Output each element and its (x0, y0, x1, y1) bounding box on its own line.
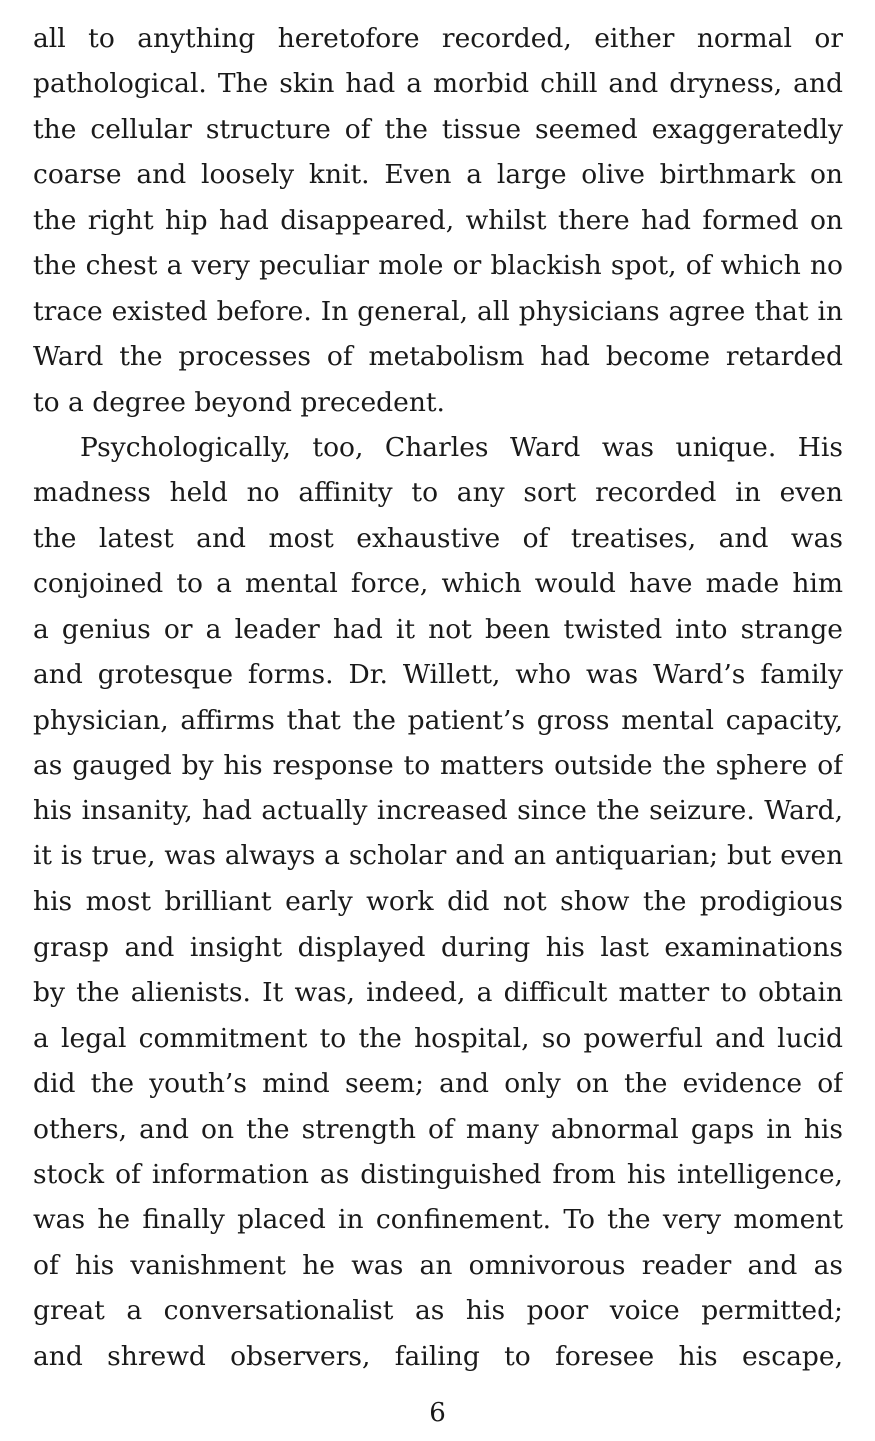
text-line: his insanity, had actually increased since the seizure. Ward, (33, 795, 843, 827)
text-line: it is true, was always a scholar and an antiquarian; but even (33, 840, 843, 871)
text-line: by the alienists. It was, indeed, a difficult matter to obtain (33, 977, 843, 1009)
text-line: as gauged by his response to matters outside the sphere of (33, 750, 843, 781)
paragraph (33, 425, 843, 1379)
text-line: Psychologically, too, Charles Ward was unique. His (80, 431, 843, 463)
page-number: 6 (429, 1398, 446, 1428)
text-line: madness held no affinity to any sort recorded in even (33, 477, 843, 509)
text-line: grasp and insight displayed during his last examinations (33, 931, 843, 963)
text-line: a legal commitment to the hospital, so powerful and lucid (33, 1022, 843, 1054)
text-line: Ward the processes of metabolism had become retarded (33, 341, 843, 373)
paragraph (33, 16, 843, 425)
text-line: his most brilliant early work did not show the prodigious (33, 886, 843, 918)
text-line: coarse and loosely knit. Even a large olive birthmark on (33, 159, 843, 191)
text-line: and shrewd observers, failing to foresee his escape, (33, 1340, 843, 1372)
text-line: and grotesque forms. Dr. Willett, who was Ward’s family (33, 659, 843, 691)
text-line: others, and on the strength of many abnormal gaps in his (33, 1113, 843, 1145)
text-line: stock of information as distinguished from his intelligence, (33, 1158, 843, 1190)
text-line: physician, affirms that the patient’s gross mental capacity, (33, 704, 843, 736)
text-line: was he finally placed in confinement. To the very moment (33, 1204, 843, 1236)
text-line: the cellular structure of the tissue seemed exaggeratedly (33, 113, 843, 145)
text-line: the right hip had disappeared, whilst there had formed on (33, 204, 843, 236)
text-line: of his vanishment he was an omnivorous reader and as (33, 1249, 843, 1281)
text-line: a genius or a leader had it not been twisted into strange (33, 613, 843, 645)
text-line: the chest a very peculiar mole or blackish spot, of which no (33, 250, 843, 282)
text-line: pathological. The skin had a morbid chill and dryness, and (33, 68, 843, 100)
text-line: great a conversationalist as his poor voice permitted; (33, 1295, 843, 1327)
text-line: trace existed before. In general, all physicians agree that in (33, 295, 843, 327)
text-line: conjoined to a mental force, which would have made him (33, 568, 843, 600)
text-line: the latest and most exhaustive of treatises, and was (33, 522, 843, 554)
text-line: to a degree beyond precedent. (33, 386, 445, 418)
text-line: did the youth’s mind seem; and only on the evidence of (33, 1068, 843, 1100)
text-line: all to anything heretofore recorded, either normal or (33, 23, 843, 54)
page-body (33, 16, 843, 1379)
